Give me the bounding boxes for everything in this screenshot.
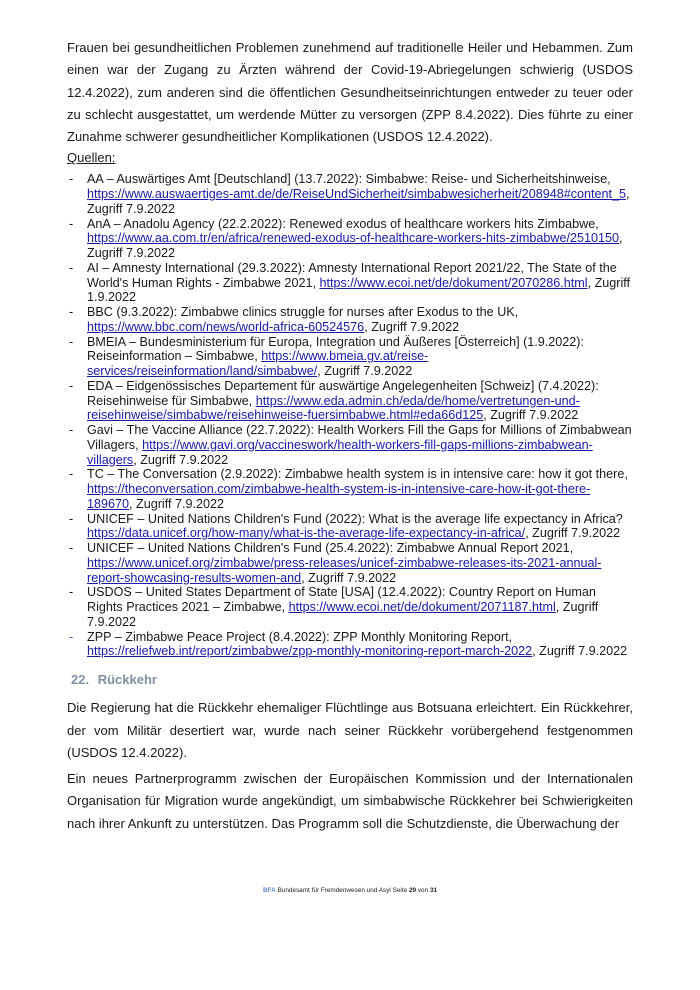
source-item: - Gavi – The Vaccine Alliance (22.7.2022): Health Workers Fill the Gaps for Millions of Zimbabwean Villagers, https://www.gavi.org/vaccineswork/health-workers-fill-gaps-millions-zimbabwean-villagers, Zugriff 7.9.2022 — [67, 423, 633, 467]
footer-page-label: Seite — [392, 887, 408, 894]
source-link[interactable]: https://www.bbc.com/news/world-africa-60524576 — [87, 319, 365, 334]
source-link[interactable]: https://www.ecoi.net/de/dokument/2070286.html — [319, 275, 588, 290]
section-paragraph-2: Ein neues Partnerprogramm zwischen der Europäischen Kommission und der Internationalen Organisation für Migration wurde angekündigt, um simbabwische Rückkehrer bei Schwierigkeiten nach ihrer Ankunft zu unterstützen. Das Programm soll die Schutzdienste, die Überwachung der — [67, 771, 633, 831]
section-title: Rückkehr — [97, 672, 157, 688]
source-link[interactable]: https://www.auswaertiges-amt.de/de/ReiseUndSicherheit/simbabwesicherheit/208948#content_5 — [87, 187, 627, 202]
source-item: - USDOS – United States Department of State [USA] (12.4.2022): Country Report on Human Rights Practices 2021 – Zimbabwe, https://www.ecoi.net/de/dokument/2071187.html, Zugriff 7.9.2022 — [67, 585, 633, 629]
source-link[interactable]: https://data.unicef.org/how-many/what-is-the-average-life-expectancy-in-africa/ — [87, 526, 526, 541]
source-item: - UNICEF – United Nations Children's Fund (2022): What is the average life expectancy in Africa? https://data.unicef.org/how-many/what-is-the-average-life-expectancy-in-africa/, Zugriff 7.9.2022 — [67, 512, 633, 542]
source-item: - ZPP – Zimbabwe Peace Project (8.4.2022): ZPP Monthly Monitoring Report, https://reliefweb.int/report/zimbabwe/zpp-monthly-monitoring-report-march-2022, Zugriff 7.9.2022 — [67, 630, 633, 660]
footer-agency: Bundesamt für Fremdenwesen und Asyl — [277, 887, 391, 894]
source-item: - TC – The Conversation (2.9.2022): Zimbabwe health system is in intensive care: how it got there, https://theconversation.com/zimbabwe-health-system-is-in-intensive-care-how-it-got-there-189670, Zugriff 7.9.2022 — [67, 467, 633, 511]
source-item: - AI – Amnesty International (29.3.2022): Amnesty International Report 2021/22, The State of the World's Human Rights - Zimbabwe 2021, https://www.ecoi.net/de/dokument/2070286.html, Zugriff 1.9.2022 — [67, 261, 633, 305]
source-link[interactable]: https://www.unicef.org/zimbabwe/press-releases/unicef-zimbabwe-releases-its-2021-annual-report-showcasing-results-women-and — [87, 555, 602, 585]
document-page — [67, 37, 633, 835]
source-item: - AA – Auswärtiges Amt [Deutschland] (13.7.2022): Simbabwe: Reise- und Sicherheitshinweise, https://www.auswaertiges-amt.de/de/ReiseUndSicherheit/simbabwesicherheit/208948#content_5, Zugriff 7.9.2022 — [67, 172, 633, 216]
source-link[interactable]: https://www.eda.admin.ch/eda/de/home/vertretungen-und-reisehinweise/simbabwe/reisehinweise-fuersimbabwe.html#eda66d125 — [87, 393, 580, 423]
source-item: - AnA – Anadolu Agency (22.2.2022): Renewed exodus of healthcare workers hits Zimbabwe, https://www.aa.com.tr/en/africa/renewed-exodus-of-healthcare-workers-hits-zimbabwe/2510150, Zugriff 7.9.2022 — [67, 217, 633, 261]
source-link[interactable]: https://reliefweb.int/report/zimbabwe/zpp-monthly-monitoring-report-march-2022 — [87, 644, 533, 659]
footer-brand: BFA — [262, 887, 276, 894]
source-link[interactable]: https://theconversation.com/zimbabwe-health-system-is-in-intensive-care-how-it-got-there-189670 — [87, 482, 591, 511]
source-item: - UNICEF – United Nations Children's Fund (25.4.2022): Zimbabwe Annual Report 2021, https://www.unicef.org/zimbabwe/press-releases/unicef-zimbabwe-releases-its-2021-annual-report-showcasing-results-women-and, Zugriff 7.9.2022 — [67, 541, 633, 585]
section-heading — [71, 672, 633, 687]
section-number: 22. — [71, 672, 90, 688]
sources-list — [67, 172, 633, 659]
footer-page-total: 31 — [429, 887, 438, 894]
footer-page-current: 29 — [408, 887, 417, 894]
page-footer — [0, 887, 700, 894]
intro-paragraph: Frauen bei gesundheitlichen Problemen zunehmend auf traditionelle Heiler und Hebammen. Zum einen war der Zugang zu Ärzten während der Covid-19-Abriegelungen schwierig (USDOS 12.4.2022), zum anderen sind die öffentlichen Gesundheitseinrichtungen entweder zu teuer oder zu schlecht ausgestattet, um werdende Mütter zu versorgen (ZPP 8.4.2022). Dies führte zu einer Zunahme schwerer gesundheitlicher Komplikationen (USDOS 12.4.2022). — [67, 40, 633, 145]
source-link[interactable]: https://www.gavi.org/vaccineswork/health-workers-fill-gaps-millions-zimbabwean-villagers — [87, 437, 593, 467]
source-link[interactable]: https://www.aa.com.tr/en/africa/renewed-exodus-of-healthcare-workers-hits-zimbabwe/2510150 — [87, 231, 619, 246]
source-link[interactable]: https://www.bmeia.gv.at/reise-services/reiseinformation/land/simbabwe/ — [87, 349, 429, 379]
sources-title: Quellen: — [67, 150, 116, 166]
source-item: - BBC (9.3.2022): Zimbabwe clinics struggle for nurses after Exodus to the UK, https://www.bbc.com/news/world-africa-60524576, Zugriff 7.9.2022 — [67, 305, 633, 335]
section-paragraph-1: Die Regierung hat die Rückkehr ehemaliger Flüchtlinge aus Botsuana erleichtert. Ein Rückkehrer, der vom Militär desertiert war, wurde nach seiner Rückkehr vorübergehend festgenommen (USDOS 12.4.2022). — [67, 700, 633, 760]
source-link[interactable]: https://www.ecoi.net/de/dokument/2071187.html — [288, 600, 556, 615]
source-item: - EDA – Eidgenössisches Departement für auswärtige Angelegenheiten [Schweiz] (7.4.2022): Reisehinweise für Simbabwe, https://www.eda.admin.ch/eda/de/home/vertretungen-und-reisehinweise/simbabwe/reisehinweise-fuersimbabwe.html#eda66d125, Zugriff 7.9.2022 — [67, 379, 633, 423]
source-item: - BMEIA – Bundesministerium für Europa, Integration und Äußeres [Österreich] (1.9.2022): Reiseinformation – Simbabwe, https://www.bmeia.gv.at/reise-services/reiseinformation/land/simbabwe/, Zugriff 7.9.2022 — [67, 335, 633, 379]
footer-page-of: von — [417, 887, 429, 894]
